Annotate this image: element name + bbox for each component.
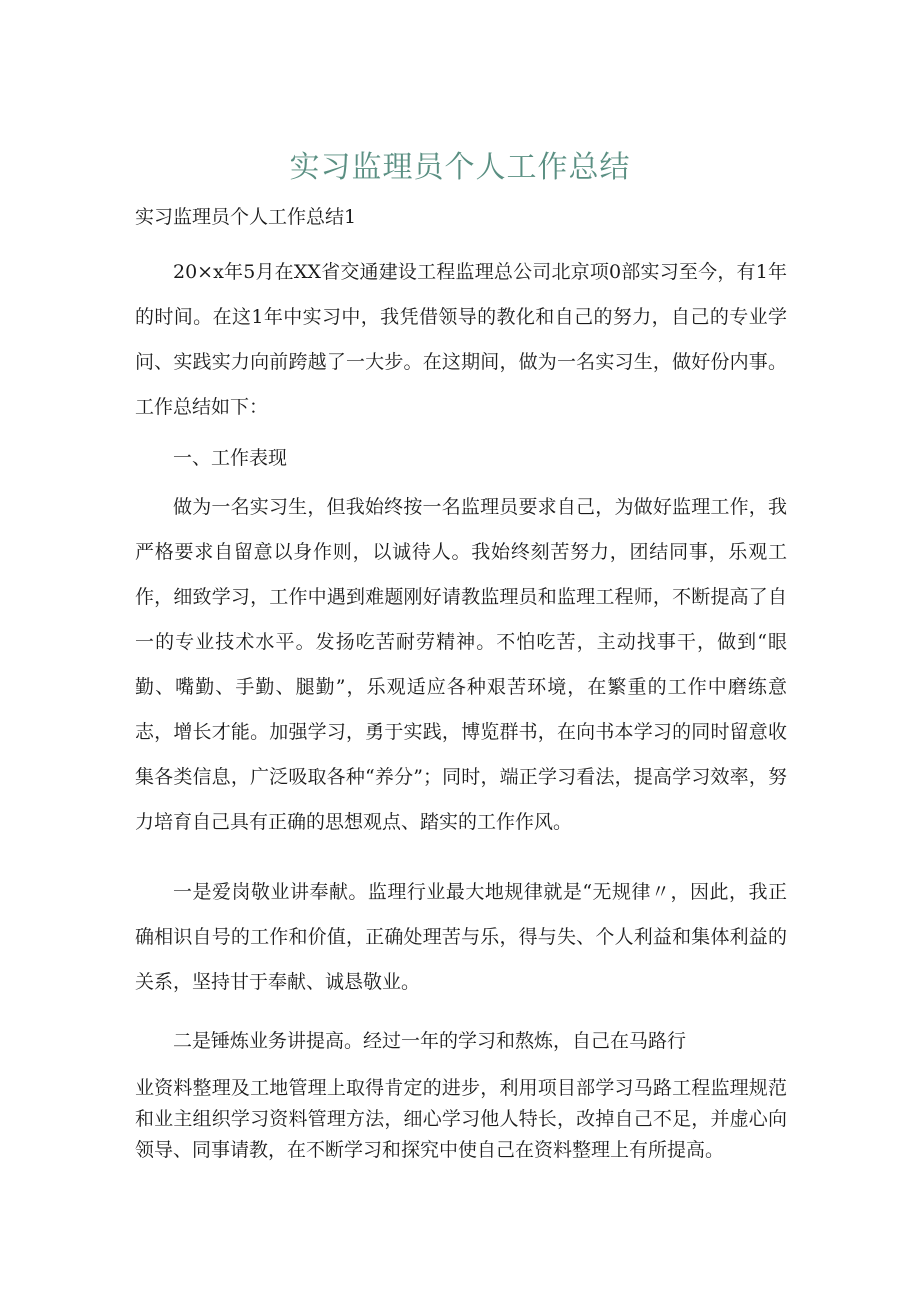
improvement-paragraph-continued: 业资料整理及工地管理上取得肯定的进步，利用项目部学习马路工程监理规范和业主组织学习资料管理方法，细心学习他人特长，改掉自己不足，并虚心向领导、同事请教，在不断学习和探究中使自己在资料整理上有所提高。 — [135, 1077, 787, 1161]
improvement-paragraph-start: 二是锤炼业务讲提高。经过一年的学习和熬炼，自己在马路行 — [173, 1030, 687, 1052]
intro-paragraph: 20×x年5月在XX省交通建设工程监理总公司北京项0部实习至今，有1年的时间。在这1年中实习中，我凭借领导的教化和自己的努力，自己的专业学问、实践实力向前跨越了一大步。在这期间，做为一名实习生，做好份内事。工作总结如下： — [135, 261, 787, 418]
section-heading-work-performance: 一、工作表现 — [173, 447, 288, 469]
document-title: 实习监理员个人工作总结 — [289, 150, 631, 185]
document-subtitle: 实习监理员个人工作总结1 — [135, 206, 357, 228]
performance-paragraph: 做为一名实习生，但我始终按一名监理员要求自己，为做好监理工作，我严格要求自留意以身作则，以诚待人。我始终刻苦努力，团结同事，乐观工作，细致学习，工作中遇到难题刚好请教监理员和监理工程师，不断提高了自一的专业技术水平。发扬吃苦耐劳精神。不怕吃苦，主动找事干，做到“眼勤、嘴勤、手勤、腿勤”，乐观适应各种艰苦环境，在繁重的工作中磨练意志，增长才能。加强学习，勇于实践，博览群书，在向书本学习的同时留意收集各类信息，广泛吸取各种“养分”；同时，端正学习看法，提高学习效率，努力培育自己具有正确的思想观点、踏实的工作作风。 — [135, 496, 787, 833]
dedication-paragraph: 一是爱岗敬业讲奉献。监理行业最大地规律就是“无规律〃，因此，我正确相识自号的工作和价值，正确处理苦与乐，得与失、个人利益和集体利益的关系，坚持甘于奉献、诚恳敬业。 — [135, 881, 787, 993]
